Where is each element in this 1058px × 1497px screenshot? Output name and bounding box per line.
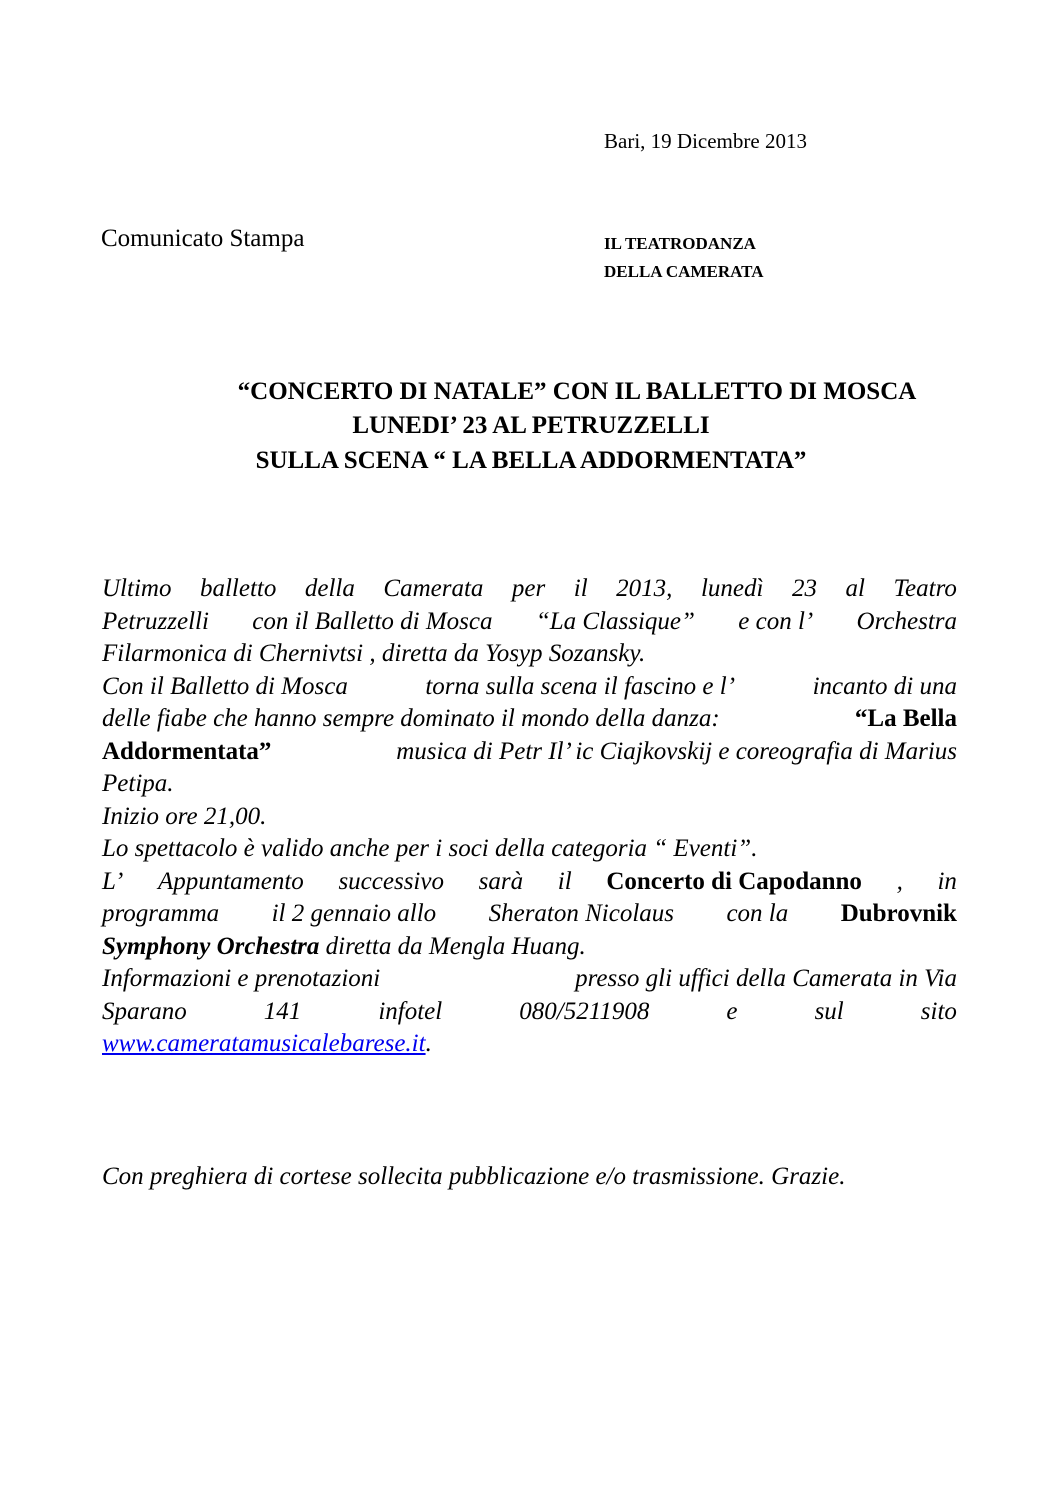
date: Bari, 19 Dicembre 2013 xyxy=(604,129,807,153)
word: in xyxy=(937,867,957,895)
word: 23 xyxy=(791,575,817,602)
phrase: Con il Balletto di Mosca xyxy=(102,672,348,700)
word: lunedì xyxy=(700,575,764,602)
headline-line-2: LUNEDI’ 23 AL PETRUZZELLI xyxy=(352,412,710,439)
word: Teatro xyxy=(893,575,957,602)
phrase: Informazioni e prenotazioni xyxy=(102,965,381,992)
word: programma xyxy=(102,900,220,927)
word: infotel xyxy=(378,997,443,1025)
word: Appuntamento xyxy=(157,867,304,895)
phrase: delle fiabe che hanno sempre dominato il mondo della danza: xyxy=(102,705,720,732)
org-line-2: DELLA CAMERATA xyxy=(604,262,764,281)
organization-block xyxy=(604,230,763,286)
body-line-13 xyxy=(102,963,957,996)
phrase: torna sulla scena il fascino e l’ xyxy=(425,672,736,700)
word: Orchestra xyxy=(856,607,957,635)
phrase: e con l’ xyxy=(738,607,814,635)
body-line-4 xyxy=(102,671,957,704)
body-line-14 xyxy=(102,996,957,1029)
website-link[interactable]: www.cameratamusicalebarese.it xyxy=(102,1030,426,1057)
word: successivo xyxy=(338,867,444,895)
word: il xyxy=(557,867,572,895)
body-line-9: Lo spettacolo è valido anche per i soci della categoria “ Eventi”. xyxy=(102,835,758,862)
word: sarà xyxy=(478,867,524,895)
word: e xyxy=(726,997,738,1025)
word: al xyxy=(845,575,865,602)
word: sul xyxy=(814,997,844,1025)
headline-line-1: “CONCERTO DI NATALE” CON IL BALLETTO DI MOSCA xyxy=(237,378,917,405)
phrase: incanto di una xyxy=(812,672,957,700)
phrase: il 2 gennaio allo xyxy=(271,900,437,927)
document-type: Comunicato Stampa xyxy=(101,225,305,252)
body-line-5 xyxy=(102,703,957,736)
word: per xyxy=(511,575,546,602)
word: L’ xyxy=(102,867,124,895)
word: 080/5211908 xyxy=(519,997,650,1025)
body-line-2 xyxy=(102,606,957,639)
body-line-15 xyxy=(102,1028,957,1061)
word: 2013, xyxy=(616,575,673,602)
body-line-3: Filarmonica di Chernivtsi , diretta da Yosyp Sozansky. xyxy=(102,640,646,667)
body-line-10 xyxy=(102,866,957,899)
body-line-6 xyxy=(102,736,957,769)
press-body xyxy=(102,573,957,1061)
word: balletto xyxy=(199,575,277,602)
word: , xyxy=(896,867,903,895)
body-line-12 xyxy=(102,931,957,964)
title-bold: “La Bella xyxy=(854,705,957,732)
phrase: presso gli uffici della Camerata in Via xyxy=(575,965,957,992)
body-line-8: Inizio ore 21,00. xyxy=(102,802,267,830)
phrase: diretta da Mengla Huang. xyxy=(325,932,586,960)
body-line-11 xyxy=(102,898,957,931)
event-bold: Symphony Orchestra xyxy=(102,932,320,960)
phrase: Sheraton Nicolaus xyxy=(488,900,675,927)
word: il xyxy=(573,575,588,602)
body-line-7: Petipa. xyxy=(102,770,174,797)
word: Ultimo xyxy=(102,575,172,602)
event-bold: Dubrovnik xyxy=(840,900,957,927)
word: 141 xyxy=(263,997,302,1025)
phrase: con la xyxy=(726,900,789,927)
event-bold: Concerto di Capodanno xyxy=(606,867,862,895)
phrase: “La Classique” xyxy=(535,607,695,635)
word: Camerata xyxy=(383,575,484,602)
word: Petruzzelli xyxy=(102,607,209,635)
period: . xyxy=(425,1030,432,1057)
word: della xyxy=(304,575,355,602)
word: Sparano xyxy=(102,997,187,1025)
org-line-1: IL TEATRODANZA xyxy=(604,234,756,253)
body-line-1 xyxy=(102,573,957,606)
headline-line-3: SULLA SCENA “ LA BELLA ADDORMENTATA” xyxy=(255,447,807,474)
closing-note: Con preghiera di cortese sollecita pubblicazione e/o trasmissione. Grazie. xyxy=(102,1163,846,1190)
phrase: con il Balletto di Mosca xyxy=(252,607,493,635)
phrase: musica di Petr Il’ ic Ciajkovskij e coreografia di Marius xyxy=(396,737,957,765)
word: sito xyxy=(920,997,957,1025)
title-bold: Addormentata” xyxy=(102,737,272,765)
